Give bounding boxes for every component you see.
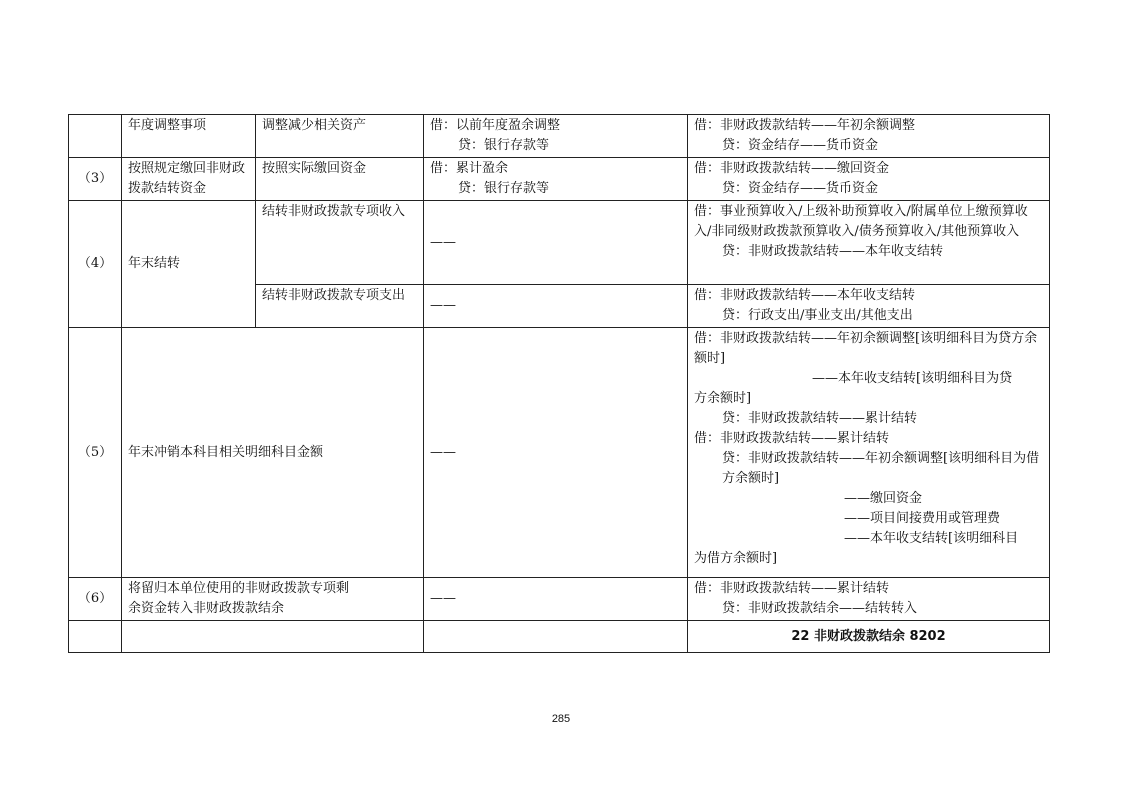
entry-line: 借：非财政拨款结转——本年收支结转 (694, 288, 916, 303)
empty-cell (424, 621, 688, 653)
entry-line: 借：非财政拨款结转——累计结转 (694, 431, 890, 446)
sub-item-label: 结转非财政拨款专项收入 (262, 204, 406, 219)
sub-item-cell (256, 158, 424, 201)
empty-cell (122, 621, 424, 653)
entry-line: 借：非财政拨款结转——年初余额调整[该明细科目为贷方余额时] (694, 331, 1038, 366)
budget-entry-cell (688, 285, 1050, 328)
financial-entry-cell (424, 201, 688, 285)
entry-line: 借：以前年度盈余调整 (430, 118, 561, 133)
entry-line: ——本年收支结转[该明细科目为贷 (812, 371, 1013, 386)
entry-line: ——本年收支结转[该明细科目 (844, 531, 1019, 546)
row-number: （6） (69, 578, 122, 621)
item-cell (122, 328, 424, 578)
entry-line: —— (430, 591, 456, 606)
row-number: （5） (69, 328, 122, 578)
table-row (69, 621, 1050, 653)
entry-line: 贷：银行存款等 (458, 181, 550, 196)
sub-item-cell (256, 115, 424, 158)
item-label: 年末结转 (128, 256, 181, 271)
table-row (69, 328, 1050, 578)
item-label: 年末冲销本科目相关明细科目金额 (128, 444, 324, 460)
financial-entry-cell (424, 328, 688, 578)
entry-line: 贷：非财政拨款结转——年初余额调整[该明细科目为借方余额时] (722, 451, 1040, 486)
table-row (69, 578, 1050, 621)
item-cell (122, 158, 256, 201)
financial-entry-cell (424, 158, 688, 201)
financial-entry-cell (424, 285, 688, 328)
budget-entry-cell (688, 578, 1050, 621)
item-cell (122, 201, 256, 328)
sub-item-label: 按照实际缴回资金 (262, 161, 367, 176)
sub-item-label: 调整减少相关资产 (262, 118, 367, 133)
entry-line: —— (430, 298, 456, 313)
empty-cell (69, 621, 122, 653)
budget-entry-cell (688, 328, 1050, 578)
sub-item-cell (256, 201, 424, 285)
entry-line: 贷：银行存款等 (458, 138, 550, 153)
item-label: 年度调整事项 (128, 118, 207, 133)
entry-line: 借：事业预算收入/上级补助预算收入/附属单位上缴预算收入/非同级财政拨款预算收入/债务预算收入/其他预算收入 (694, 204, 1028, 239)
section-heading: 22 非财政拨款结余 8202 (688, 621, 1050, 653)
row-number: （3） (69, 158, 122, 201)
entry-line: 贷：非财政拨款结转——本年收支结转 (722, 244, 944, 259)
accounting-table (68, 114, 1050, 653)
financial-entry-cell (424, 578, 688, 621)
page-number: 285 (551, 713, 571, 725)
budget-entry-cell (688, 115, 1050, 158)
entry-line: ——缴回资金 (844, 491, 923, 506)
entry-line: 贷：资金结存——货币资金 (722, 138, 879, 153)
entry-line: —— (430, 234, 456, 250)
row-number: （4） (69, 201, 122, 328)
table-row (69, 115, 1050, 158)
entry-line: 贷：资金结存——货币资金 (722, 181, 879, 196)
entry-line: 贷：行政支出/事业支出/其他支出 (722, 308, 913, 323)
entry-line: 为借方余额时] (694, 551, 778, 566)
item-label: 将留归本单位使用的非财政拨款专项剩余资金转入非财政拨款结余 (128, 581, 350, 616)
entry-line: 借：非财政拨款结转——缴回资金 (694, 161, 890, 176)
table-row (69, 201, 1050, 285)
sub-item-cell (256, 285, 424, 328)
item-label: 按照规定缴回非财政拨款结转资金 (128, 161, 246, 196)
budget-entry-cell (688, 201, 1050, 285)
item-cell (122, 578, 424, 621)
entry-line: ——项目间接费用或管理费 (844, 511, 1001, 526)
entry-line: 方余额时] (694, 391, 752, 406)
row-number (69, 115, 122, 158)
entry-line: 借：累计盈余 (430, 161, 509, 176)
entry-line: 贷：非财政拨款结余——结转转入 (722, 601, 918, 616)
entry-line: 借：非财政拨款结转——年初余额调整 (694, 118, 916, 133)
entry-line: —— (430, 444, 456, 460)
budget-entry-cell (688, 158, 1050, 201)
table-row (69, 158, 1050, 201)
item-cell (122, 115, 256, 158)
entry-line: 借：非财政拨款结转——累计结转 (694, 581, 890, 596)
financial-entry-cell (424, 115, 688, 158)
sub-item-label: 结转非财政拨款专项支出 (262, 288, 406, 303)
entry-line: 贷：非财政拨款结转——累计结转 (722, 411, 918, 426)
